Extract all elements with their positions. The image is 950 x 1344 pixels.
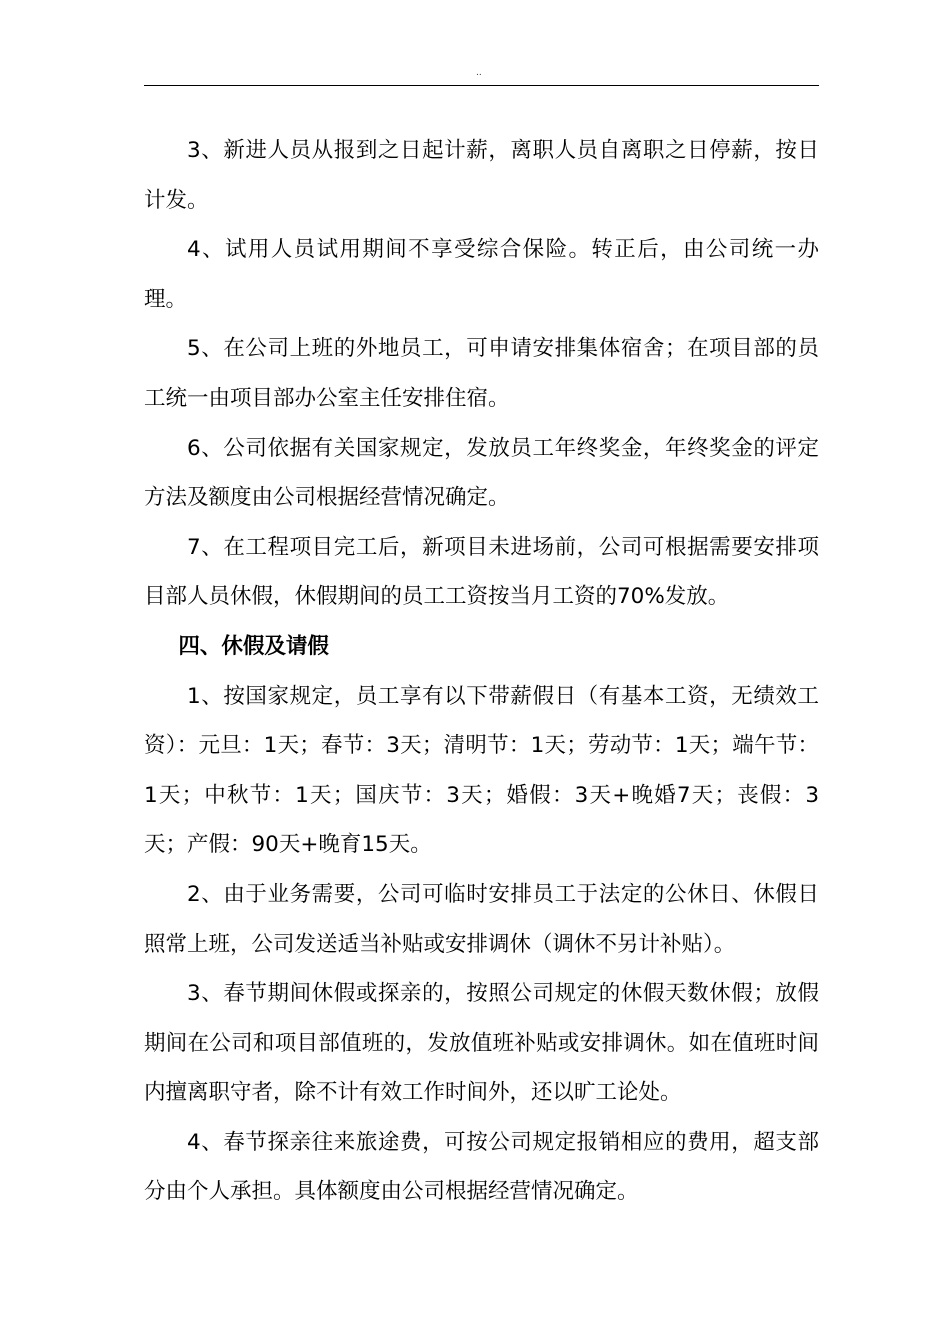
header-rule — [144, 85, 819, 86]
paragraph: 3、新进人员从报到之日起计薪，离职人员自离职之日停薪，按日计发。 — [144, 138, 819, 213]
header-mark: .. — [476, 68, 482, 78]
paragraph: 4、春节探亲往来旅途费，可按公司规定报销相应的费用，超支部分由个人承担。具体额度由公司根据经营情况确定。 — [144, 1129, 819, 1205]
document-body — [144, 126, 819, 1217]
paragraph: 5、在公司上班的外地员工，可申请安排集体宿舍；在项目部的员工统一由项目部办公室主任安排住宿。 — [144, 336, 819, 411]
paragraph: 6、公司依据有关国家规定，发放员工年终奖金，年终奖金的评定方法及额度由公司根据经营情况确定。 — [144, 435, 819, 511]
paragraph: 3、春节期间休假或探亲的，按照公司规定的休假天数休假；放假期间在公司和项目部值班的，发放值班补贴或安排调休。如在值班时间内擅离职守者，除不计有效工作时间外，还以旷工论处。 — [144, 981, 819, 1106]
section-heading: 四、休假及请假 — [178, 633, 329, 659]
paragraph: 4、试用人员试用期间不享受综合保险。转正后，由公司统一办理。 — [144, 237, 819, 312]
paragraph: 1、按国家规定，员工享有以下带薪假日（有基本工资，无绩效工资）：元旦：1天；春节：3天；清明节：1天；劳动节：1天；端午节：1天；中秋节：1天；国庆节：3天；婚假：3天+晚婚7天；丧假：3天；产假：90天+晚育15天。 — [144, 683, 819, 858]
paragraph: 7、在工程项目完工后，新项目未进场前，公司可根据需要安排项目部人员休假，休假期间的员工工资按当月工资的70%发放。 — [144, 534, 819, 610]
paragraph: 2、由于业务需要，公司可临时安排员工于法定的公休日、休假日照常上班，公司发送适当补贴或安排调休（调休不另计补贴）。 — [144, 881, 819, 957]
